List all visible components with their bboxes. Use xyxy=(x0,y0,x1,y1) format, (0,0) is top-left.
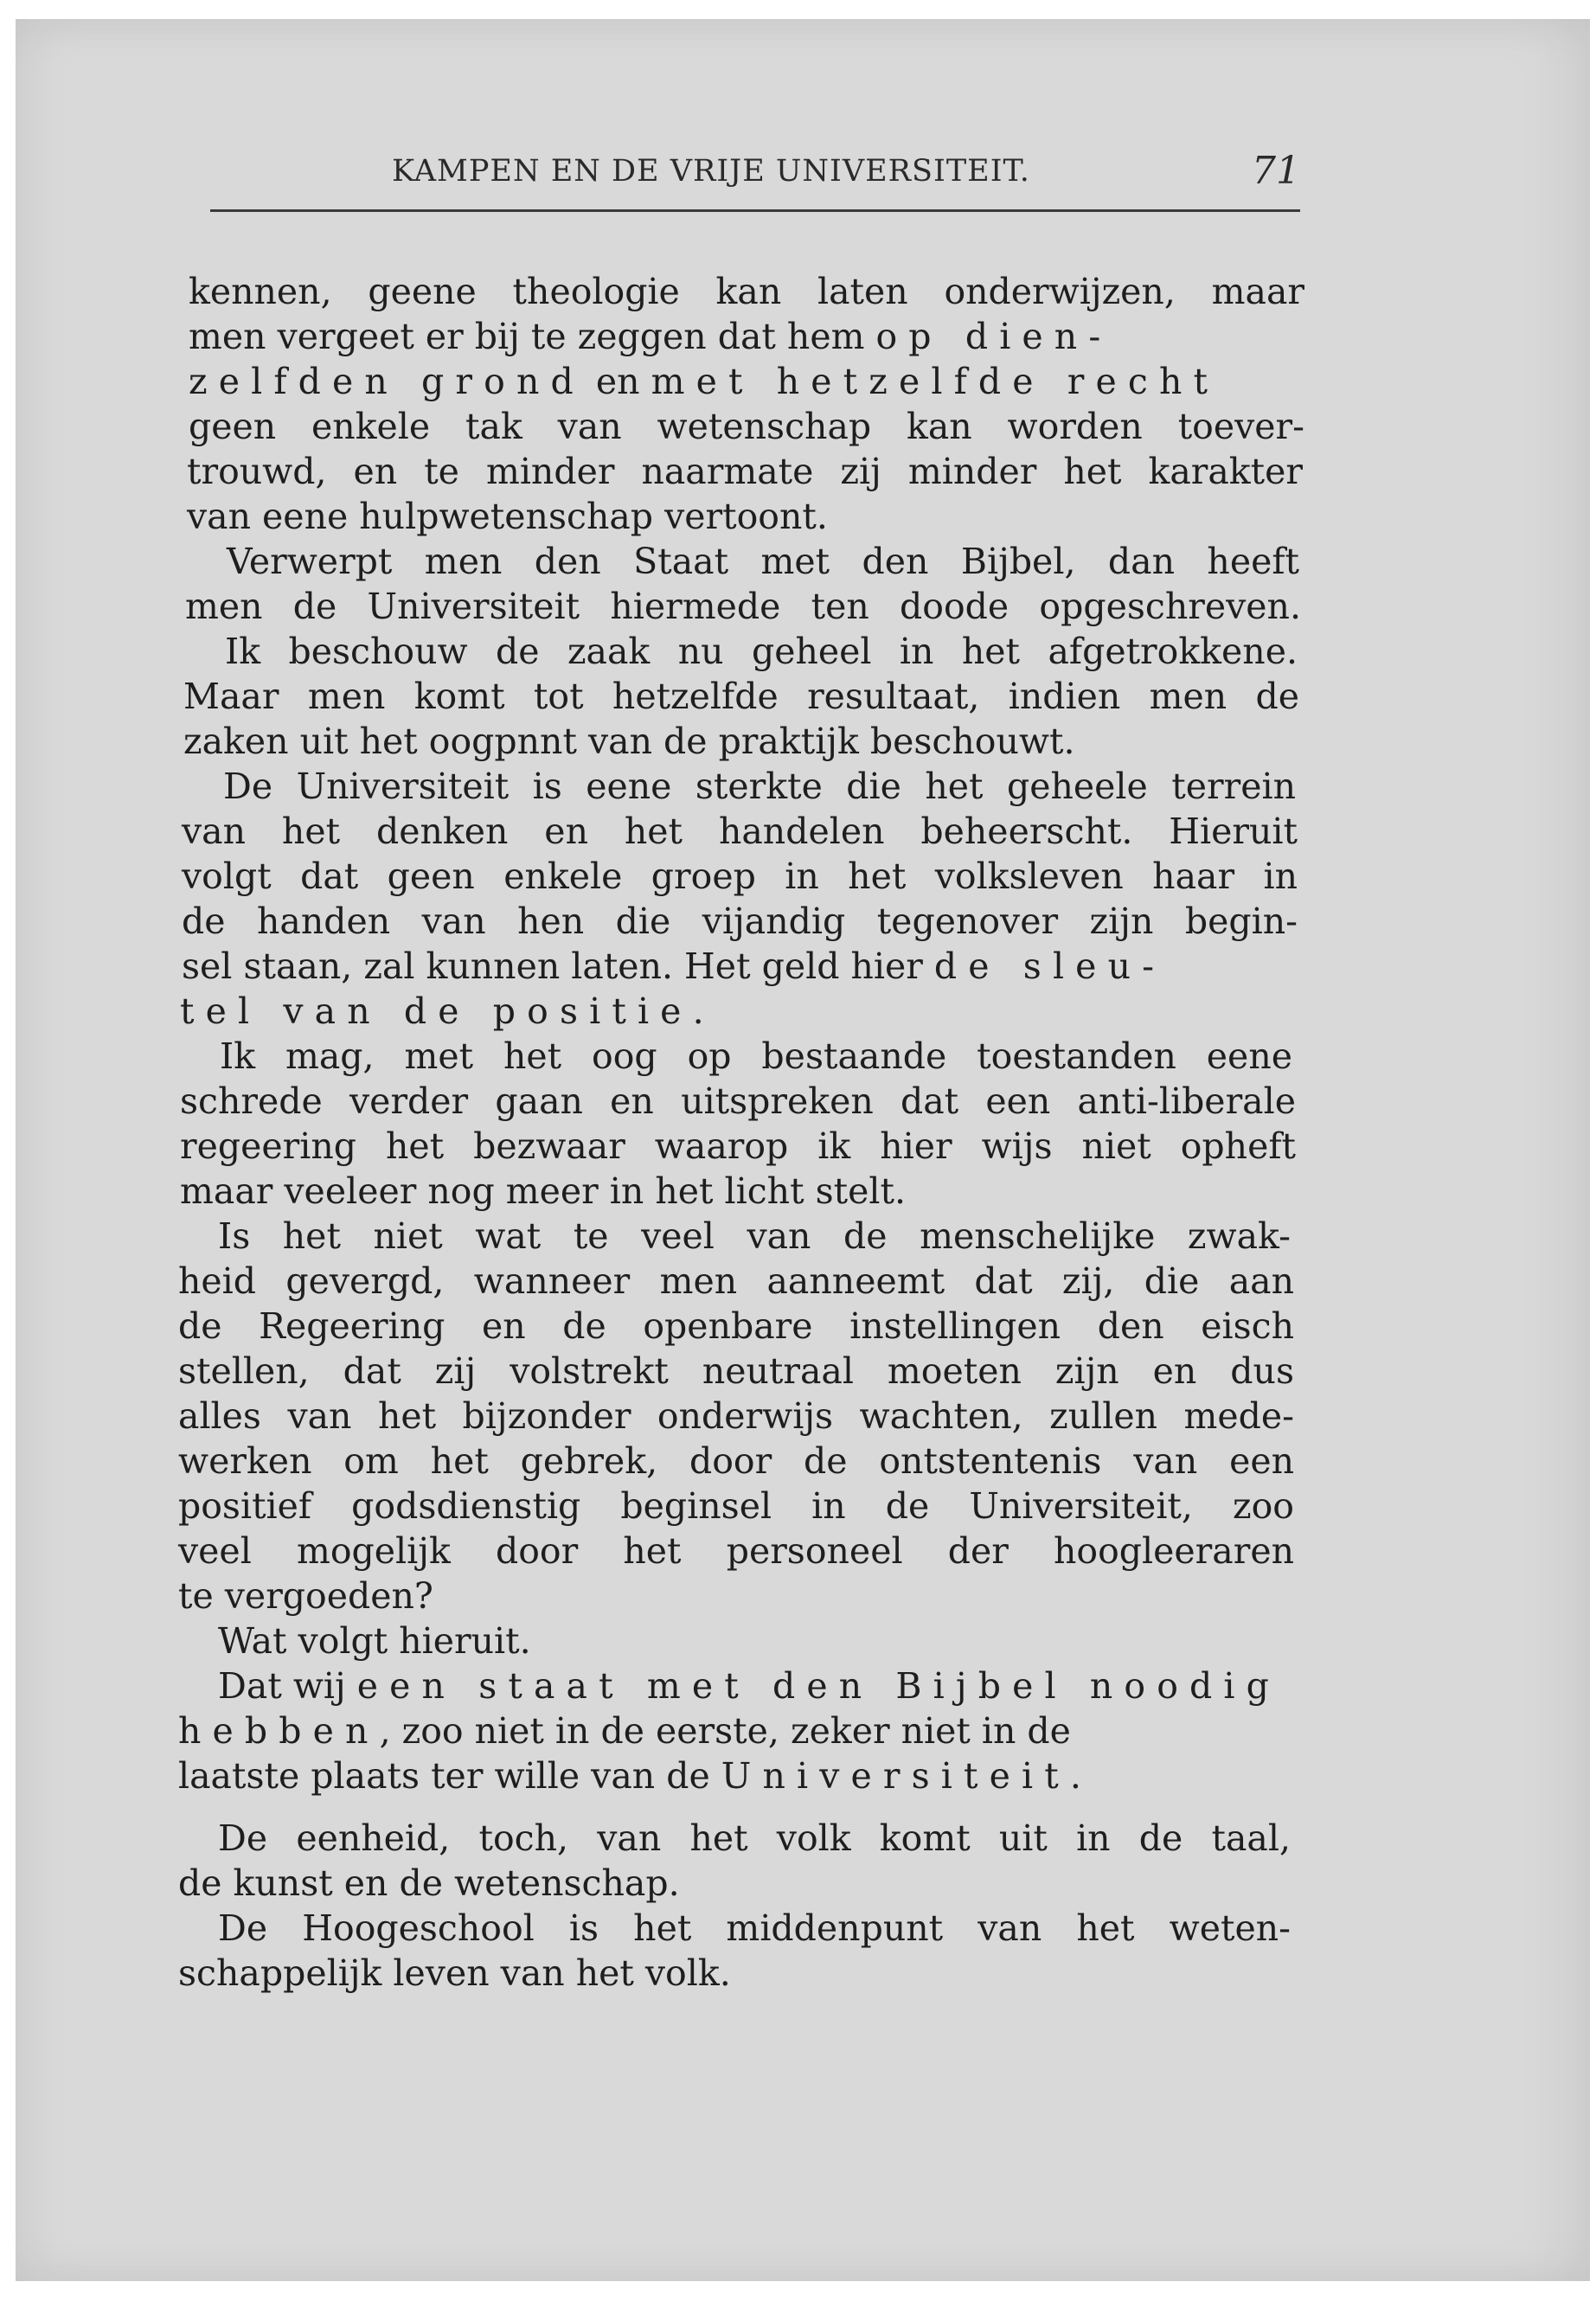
text-line: geen enkele tak van wetenschap kan worden toever- xyxy=(189,406,1304,447)
text-line: stellen, dat zij volstrekt neutraal moeten zijn en dus xyxy=(178,1350,1294,1392)
spaced-emphasis: op dien- xyxy=(875,316,1112,357)
spaced-emphasis: tel van de positie xyxy=(180,990,693,1032)
text-line: heid gevergd, wanneer men aanneemt dat zij, die aan xyxy=(178,1260,1294,1302)
text-line: De Universiteit is eene sterkte die het geheele terrein xyxy=(223,766,1296,807)
text-line: Wat volgt hieruit. xyxy=(218,1620,531,1662)
text-line: alles van het bijzonder onderwijs wachten, zullen mede- xyxy=(178,1395,1294,1437)
text-line: van eene hulpwetenschap vertoont. xyxy=(187,496,828,537)
spaced-emphasis: een staat met den Bijbel noodig xyxy=(356,1665,1280,1707)
book-page xyxy=(16,19,1590,2281)
text-line: de kunst en de wetenschap. xyxy=(178,1862,680,1904)
text-line: zaken uit het oogpnnt van de praktijk beschouwt. xyxy=(183,721,1075,762)
text-line: werken om het gebrek, door de ontstentenis van een xyxy=(178,1440,1294,1482)
text-line: Maar men komt tot hetzelfde resultaat, indien men de xyxy=(183,676,1299,717)
text-line: hebben, zoo niet in de eerste, zeker niet in de xyxy=(178,1710,1071,1752)
text-line: volgt dat geen enkele groep in het volksleven haar in xyxy=(182,856,1298,897)
text-line: De Hoogeschool is het middenpunt van het weten- xyxy=(218,1907,1291,1949)
text-line: men de Universiteit hiermede ten doode opgeschreven. xyxy=(185,586,1301,627)
text-line: van het denken en het handelen beheerscht. Hieruit xyxy=(182,811,1298,852)
text-line: Dat wij een staat met den Bijbel noodig xyxy=(218,1665,1280,1707)
text-line: maar veeleer nog meer in het licht stelt. xyxy=(180,1170,906,1212)
spaced-emphasis: zelfden grond xyxy=(189,361,585,402)
text-line: sel staan, zal kunnen laten. Het geld hier de sleu- xyxy=(182,945,1166,987)
text-line: schrede verder gaan en uitspreken dat een anti-liberale xyxy=(180,1080,1296,1122)
text-line: De eenheid, toch, van het volk komt uit in de taal, xyxy=(218,1817,1291,1859)
text-line: de Regeering en de openbare instellingen den eisch xyxy=(178,1305,1294,1347)
text-line: Is het niet wat te veel van de menschelijke zwak- xyxy=(218,1215,1291,1257)
spaced-emphasis: de sleu- xyxy=(933,945,1166,987)
text-line: tel van de positie. xyxy=(180,990,704,1032)
text-line: positief godsdienstig beginsel in de Universiteit, zoo xyxy=(178,1485,1294,1527)
spaced-emphasis: Universiteit xyxy=(721,1755,1070,1797)
spaced-emphasis: met hetzelfde recht xyxy=(651,361,1220,402)
text-line: te vergoeden? xyxy=(178,1575,433,1617)
text-line: Ik mag, met het oog op bestaande toestanden eene xyxy=(220,1035,1292,1077)
text-line: Ik beschouw de zaak nu geheel in het afgetrokkene. xyxy=(225,631,1298,672)
text-line: laatste plaats ter wille van de Universiteit. xyxy=(178,1755,1081,1797)
body-text xyxy=(16,19,1590,2281)
text-line: schappelijk leven van het volk. xyxy=(178,1952,731,1994)
running-title: KAMPEN EN DE VRIJE UNIVERSITEIT. xyxy=(392,154,1030,189)
text-line: de handen van hen die vijandig tegenover zijn begin- xyxy=(182,901,1298,942)
text-line: zelfden grond en met hetzelfde recht xyxy=(189,361,1220,402)
text-line: kennen, geene theologie kan laten onderwijzen, maar xyxy=(189,271,1304,312)
page-number: 71 xyxy=(1252,149,1300,193)
text-line: Verwerpt men den Staat met den Bijbel, dan heeft xyxy=(227,541,1299,582)
text-line: regeering het bezwaar waarop ik hier wijs niet opheft xyxy=(180,1125,1296,1167)
spaced-emphasis: hebben xyxy=(178,1710,380,1752)
text-line: veel mogelijk door het personeel der hoogleeraren xyxy=(178,1530,1294,1572)
text-line: trouwd, en te minder naarmate zij minder het karakter xyxy=(187,451,1303,492)
text-line: men vergeet er bij te zeggen dat hem op dien- xyxy=(189,316,1112,357)
